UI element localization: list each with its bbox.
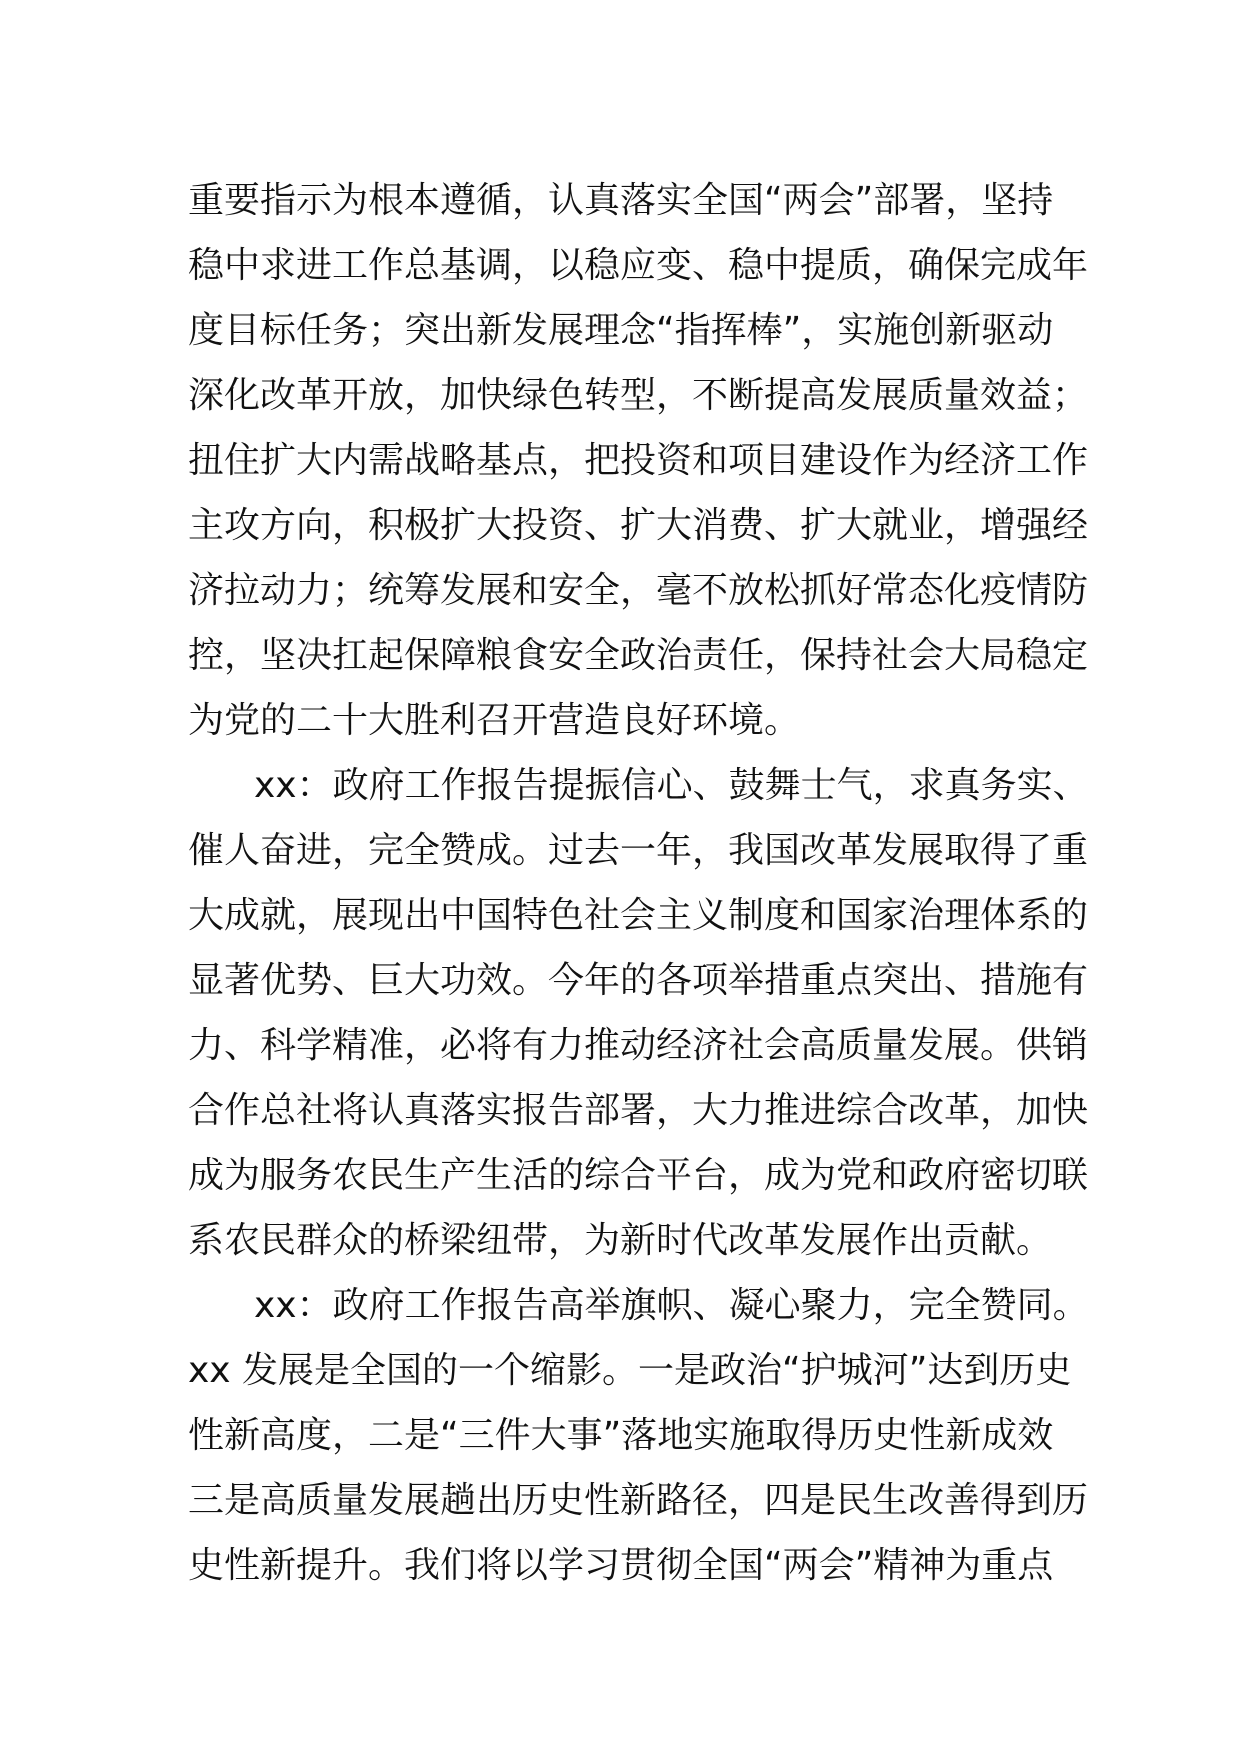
- text-line: 大成就，展现出中国特色社会主义制度和国家治理体系的: [188, 895, 1089, 936]
- paragraph-start-line: xx：政府工作报告提振信心、鼓舞士气，求真务实、: [254, 765, 1089, 806]
- text-line: 重要指示为根本遵循，认真落实全国“两会”部署，坚持: [188, 180, 1054, 221]
- text-line: 显著优势、巨大功效。今年的各项举措重点突出、措施有: [188, 960, 1089, 1001]
- body-text: [188, 168, 1089, 1598]
- text-line: 力、科学精准，必将有力推动经济社会高质量发展。供销: [188, 1025, 1089, 1066]
- text-line: 控，坚决扛起保障粮食安全政治责任，保持社会大局稳定: [188, 635, 1089, 676]
- text-line: 度目标任务；突出新发展理念“指挥棒”，实施创新驱动: [188, 310, 1054, 351]
- text-line: 性新高度，二是“三件大事”落地实施取得历史性新成效: [188, 1415, 1054, 1456]
- text-line: 主攻方向，积极扩大投资、扩大消费、扩大就业，增强经: [188, 505, 1089, 546]
- text-line: 深化改革开放，加快绿色转型，不断提高发展质量效益；: [188, 375, 1089, 416]
- text-line: 成为服务农民生产生活的综合平台，成为党和政府密切联: [188, 1155, 1089, 1196]
- text-line: 合作总社将认真落实报告部署，大力推进综合改革，加快: [188, 1090, 1089, 1131]
- text-line: 系农民群众的桥梁纽带，为新时代改革发展作出贡献。: [188, 1220, 1053, 1261]
- text-line: xx 发展是全国的一个缩影。一是政治“护城河”达到历史: [188, 1350, 1072, 1391]
- text-line: 济拉动力；统筹发展和安全，毫不放松抓好常态化疫情防: [188, 570, 1089, 611]
- text-line: 史性新提升。我们将以学习贯彻全国“两会”精神为重点: [188, 1545, 1054, 1586]
- text-line: 扭住扩大内需战略基点，把投资和项目建设作为经济工作: [188, 440, 1089, 481]
- text-line: 催人奋进，完全赞成。过去一年，我国改革发展取得了重: [188, 830, 1089, 871]
- text-line: 稳中求进工作总基调，以稳应变、稳中提质，确保完成年: [188, 245, 1089, 286]
- text-line: 三是高质量发展趟出历史性新路径，四是民生改善得到历: [188, 1480, 1089, 1521]
- paragraph-start-line: xx：政府工作报告高举旗帜、凝心聚力，完全赞同。: [254, 1285, 1089, 1326]
- text-line: 为党的二十大胜利召开营造良好环境。: [188, 700, 801, 741]
